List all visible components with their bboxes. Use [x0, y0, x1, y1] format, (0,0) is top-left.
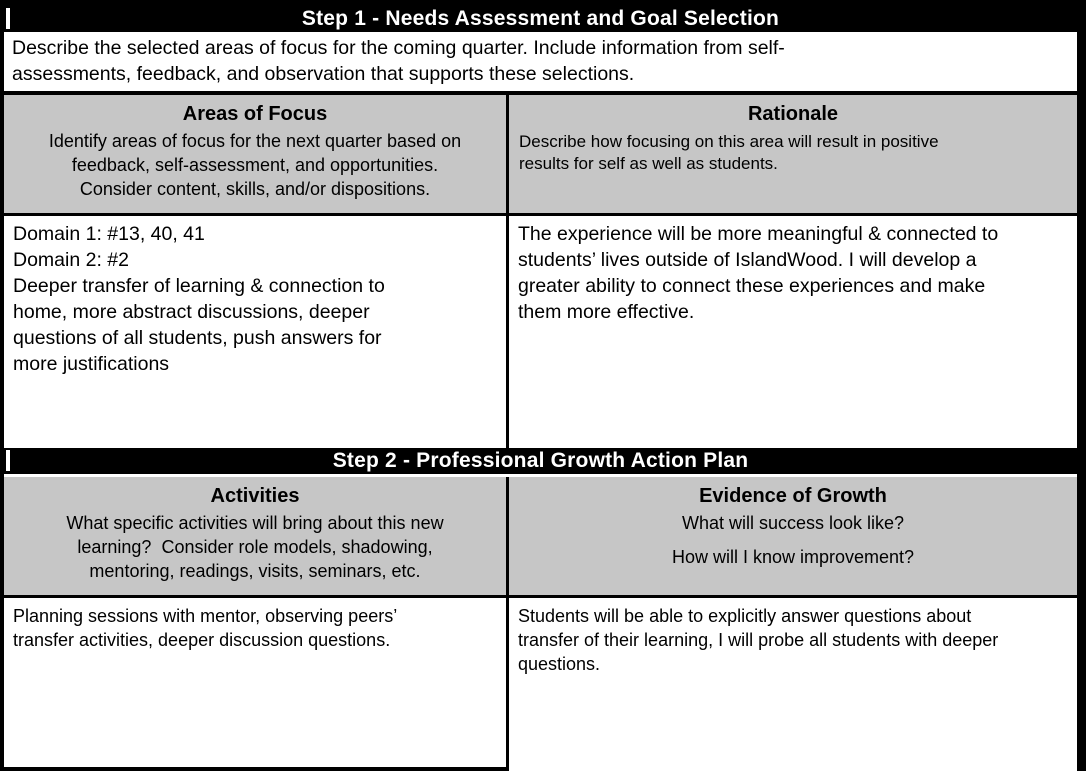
rationale-header-cell: [509, 95, 1077, 213]
subtext-line: What specific activities will bring about this new: [66, 513, 444, 533]
subtext-line: Describe how focusing on this area will result in positive: [519, 132, 939, 151]
content-line: more justifications: [13, 353, 170, 375]
content-line: greater ability to connect these experiences and make: [518, 275, 986, 297]
content-line: Domain 1: #13, 40, 41: [13, 223, 205, 245]
step1-body-row: [4, 216, 1077, 448]
content-line: Students will be able to explicitly answer questions about: [518, 606, 972, 626]
content-line: students’ lives outside of IslandWood. I will develop a: [518, 249, 977, 271]
content-line: questions.: [518, 654, 601, 674]
subtext-line: results for self as well as students.: [519, 154, 778, 173]
subtext-line: How will I know improvement?: [671, 547, 915, 567]
rationale-content-cell: [509, 216, 1077, 448]
content-line: The experience will be more meaningful & connected to: [518, 223, 999, 245]
content-line: Planning sessions with mentor, observing peers’: [13, 606, 398, 626]
content-line: them more effective.: [518, 301, 695, 323]
content-line: transfer activities, deeper discussion questions.: [13, 630, 391, 650]
step1-header-row: [4, 95, 1077, 216]
step1-title-bar: [4, 6, 1077, 32]
scan-artifact-notch: [6, 450, 10, 471]
subtext-line: feedback, self-assessment, and opportunities.: [71, 155, 439, 175]
evidence-of-growth-content-cell: [509, 598, 1077, 771]
step1-description-cell: [4, 32, 1077, 95]
step1-description-line: Describe the selected areas of focus for the coming quarter. Include information from self-: [12, 37, 785, 59]
evidence-of-growth-subtext: [509, 509, 1077, 583]
evidence-of-growth-header-cell: [509, 477, 1077, 595]
content-line: transfer of their learning, I will probe all students with deeper: [518, 630, 999, 650]
content-line: Domain 2: #2: [13, 249, 129, 271]
content-line: home, more abstract discussions, deeper: [13, 301, 370, 323]
content-line: Deeper transfer of learning & connection to: [13, 275, 385, 297]
rationale-heading: Rationale: [747, 103, 839, 125]
step2-header-row: [4, 477, 1077, 598]
subtext-line: mentoring, readings, visits, seminars, etc.: [89, 561, 421, 581]
areas-of-focus-content-cell: [4, 216, 509, 448]
step2-title: Step 2 - Professional Growth Action Plan: [332, 449, 749, 472]
subtext-line: Consider content, skills, and/or dispositions.: [79, 179, 431, 199]
activities-content-cell: [4, 598, 509, 771]
activities-header-cell: [4, 477, 509, 595]
subtext-line: What will success look like?: [681, 513, 905, 533]
content-line: questions of all students, push answers for: [13, 327, 382, 349]
step1-title: Step 1 - Needs Assessment and Goal Selection: [301, 7, 780, 30]
activities-heading: Activities: [210, 485, 300, 507]
subtext-line: Identify areas of focus for the next quarter based on: [48, 131, 462, 151]
scan-artifact-notch: [6, 8, 10, 29]
rationale-subtext: [509, 127, 1077, 187]
step1-description-line: assessments, feedback, and observation that supports these selections.: [12, 63, 635, 85]
subtext-line: learning? Consider role models, shadowing,: [77, 537, 433, 557]
evidence-of-growth-heading: Evidence of Growth: [699, 485, 887, 507]
step2-body-row: [4, 598, 1077, 771]
areas-of-focus-subtext: [4, 127, 506, 213]
areas-of-focus-header-cell: [4, 95, 509, 213]
activities-subtext: [4, 509, 506, 595]
areas-of-focus-heading: Areas of Focus: [182, 103, 328, 125]
step2-title-bar: [4, 448, 1077, 474]
